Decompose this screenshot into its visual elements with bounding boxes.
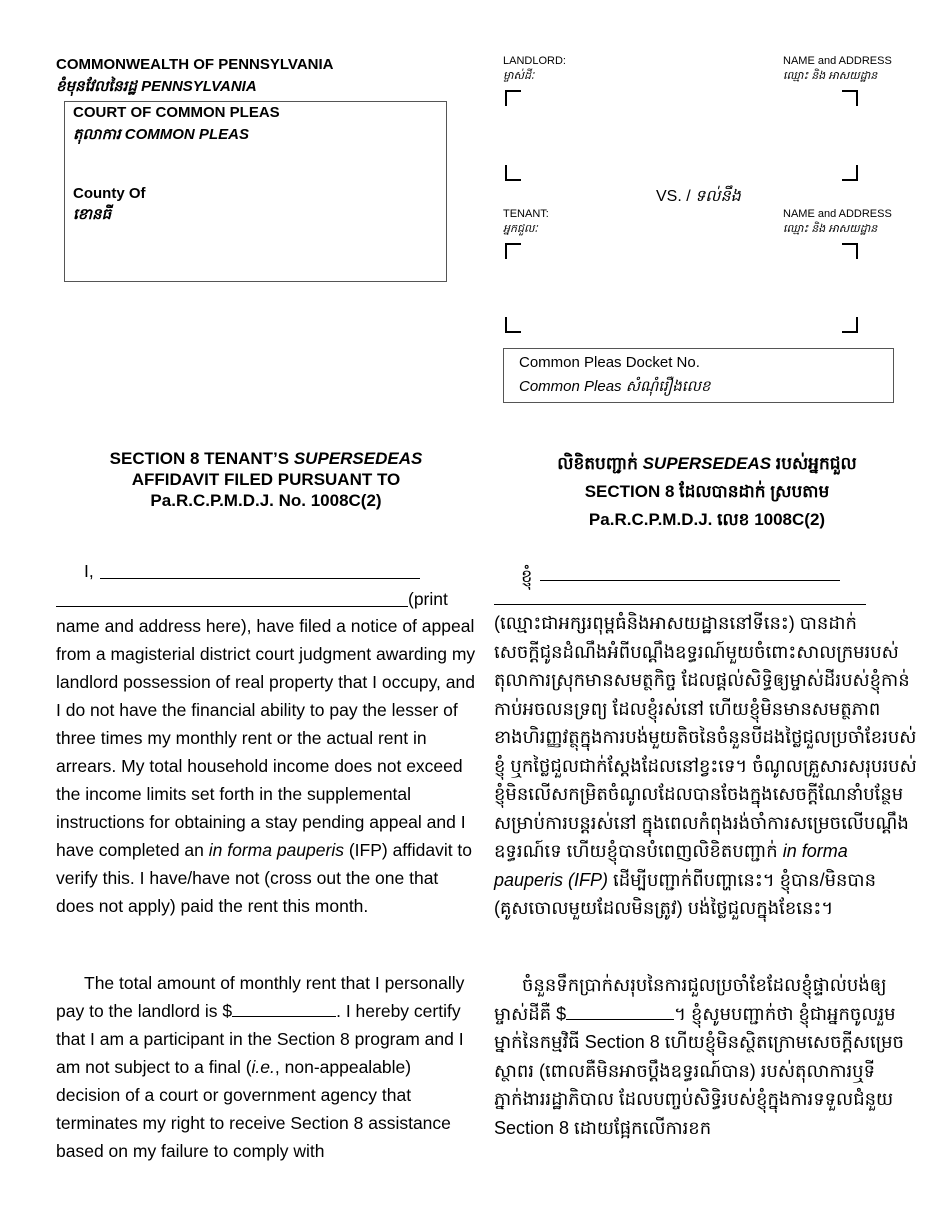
landlord-field-corner [505,90,521,106]
affidavit-title-kh-line1: លិខិតបញ្ជាក់ SUPERSEDEAS របស់អ្នកជួល [557,454,857,473]
landlord-field-corner [842,90,858,106]
tenant-label-kh: អ្នកជួលៈ [503,223,538,235]
name-input-line-kh[interactable] [540,580,840,581]
address-input-line-kh[interactable] [494,604,866,605]
versus-label: VS. / ទល់នឹង [656,188,741,205]
affidavit-title-line1: SECTION 8 TENANT’S SUPERSEDEAS [109,449,423,468]
body-paragraph-2-kh: ចំនួនទឹកប្រាក់សរុបនៃការជួលប្រចាំខែដែលខ្ញុំផ្ទាល់បង់ឲ្យម្ចាស់ដីគឺ $ ។ ខ្ញុំសូមបញ្ជាក់ថា ខ្ញុំជាអ្នកចូលរួមម្នាក់នៃកម្មវិធី Section 8 ហើយខ្ញុំមិនស្ថិតក្រោមសេចក្តីសម្រេចស្ថាពរ (ពោលគឺមិនអាចប្តឹងឧទ្ធរណ៍បាន) របស់តុលាការឬទីភ្នាក់ងាររដ្ឋាភិបាល ដែលបញ្ចប់សិទ្ធិរបស់ខ្ញុំក្នុងការទទួលជំនួយ Section 8 ដោយផ្អែកលើការខក [494,975,904,1138]
docket-label-kh: Common Pleas សំណុំរឿងលេខ [519,378,711,395]
body-paragraph-2: The total amount of monthly rent that I personally pay to the landlord is $ . I hereby certify that I am a participant in the Section 8 program and I am not subject to a final (i.e., non-appealable) decision of a court or government agency that terminates my right to receive Section 8 assistance based on my failure to comply with [56,973,465,1161]
tenant-field-corner [505,243,521,259]
print-label: (print [408,589,448,609]
county-label: County Of [73,185,146,202]
i-label-kh: ខ្ញុំ [521,566,533,586]
landlord-name-address-label-kh: ឈ្មោះ និង អាសយដ្ឋាន [783,70,878,82]
body-paragraph-1: name and address here), have filed a notice of appeal from a magisterial district court judgment awarding my landlord possession of real property that I occupy, and I do not have the financial ability to pay the lesser of three times my monthly rent or the actual rent in arrears. My total household income does not exceed the income limits set forth in the supplemental instructions for obtaining a stay pending appeal and I have completed an in forma pauperis (IFP) affidavit to verify this. I have/have not (cross out the one that does not apply) paid the rent this month. [56,616,476,916]
landlord-label: LANDLORD: [503,55,566,67]
affidavit-title-kh-line3: Pa.R.C.P.M.D.J. លេខ 1008C(2) [588,510,826,529]
court-label-kh: តុលាការ COMMON PLEAS [73,126,249,143]
affidavit-title-kh-line2: SECTION 8 ដែលបានដាក់ ស្របតាម [584,482,830,501]
body-paragraph-1-kh: (ឈ្មោះជាអក្សរពុម្ពធំនិងអាសយដ្ឋាននៅទីនេះ) បានដាក់សេចក្តីជូនដំណឹងអំពីបណ្តឹងឧទ្ធរណ៍មួយចំពោះសាលក្រមរបស់តុលាការស្រុកមានសមត្ថកិច្ច ដែលផ្តល់សិទ្ធិឲ្យម្ចាស់ដីរបស់ខ្ញុំកាន់កាប់អចលនទ្រព្យ ដែលខ្ញុំរស់នៅ ហើយខ្ញុំមិនមានសមត្ថភាពខាងហិរញ្ញវត្ថុក្នុងការបង់មួយតិចនៃចំនួនបីដងថ្លៃជួលប្រចាំខែរបស់ខ្ញុំ ឬកថ្លៃជួលជាក់ស្តែងដែលនៅខ្វះទេ។ ចំណូលគ្រួសារសរុបរបស់ខ្ញុំមិនលើសកម្រិតចំណូលដែលបានចែងក្នុងសេចក្តីណែនាំបន្ថែមសម្រាប់ការបន្តរស់នៅ ក្នុងពេលកំពុងរង់ចាំការសម្រេចលើបណ្តឹងឧទ្ធរណ៍ទេ ហើយខ្ញុំបានបំពេញលិខិតបញ្ជាក់ in forma pauperis (IFP) ដើម្បីបញ្ជាក់ពីបញ្ហានេះ។ ខ្ញុំបាន/មិនបាន (គូសចោលមួយដែលមិនត្រូវ) បង់ថ្លៃជួលក្នុងខែនេះ។ [494,613,917,918]
docket-label: Common Pleas Docket No. [519,354,700,371]
court-box [64,101,447,282]
commonwealth-heading-kh: ខំមុនវែលនៃរដ្ឋ PENNSYLVANIA [56,78,257,95]
tenant-name-address-label-kh: ឈ្មោះ និង អាសយដ្ឋាន [783,223,878,235]
court-label: COURT OF COMMON PLEAS [73,104,280,121]
commonwealth-heading: COMMONWEALTH OF PENNSYLVANIA [56,56,334,73]
rent-amount-blank[interactable] [232,1015,336,1017]
affidavit-title-line2: AFFIDAVIT FILED PURSUANT TO [131,470,401,489]
affidavit-title-kh [497,450,917,534]
landlord-name-address-label: NAME and ADDRESS [783,55,892,67]
landlord-field-corner [505,165,521,181]
rent-amount-blank-kh[interactable] [566,1018,674,1020]
name-input-line[interactable] [100,578,420,579]
address-input-line[interactable] [56,606,408,607]
tenant-name-address-label: NAME and ADDRESS [783,208,892,220]
tenant-field-corner [505,317,521,333]
tenant-field-corner [842,317,858,333]
tenant-field-corner [842,243,858,259]
affidavit-title [56,448,476,511]
landlord-label-kh: ម្ចាស់ដីៈ [503,70,535,82]
tenant-label: TENANT: [503,208,549,220]
landlord-field-corner [842,165,858,181]
docket-box [503,348,894,403]
affidavit-title-line3: Pa.R.C.P.M.D.J. No. 1008C(2) [150,491,382,510]
county-label-kh: ខោនធី [73,206,112,223]
i-label: I, [84,561,94,581]
